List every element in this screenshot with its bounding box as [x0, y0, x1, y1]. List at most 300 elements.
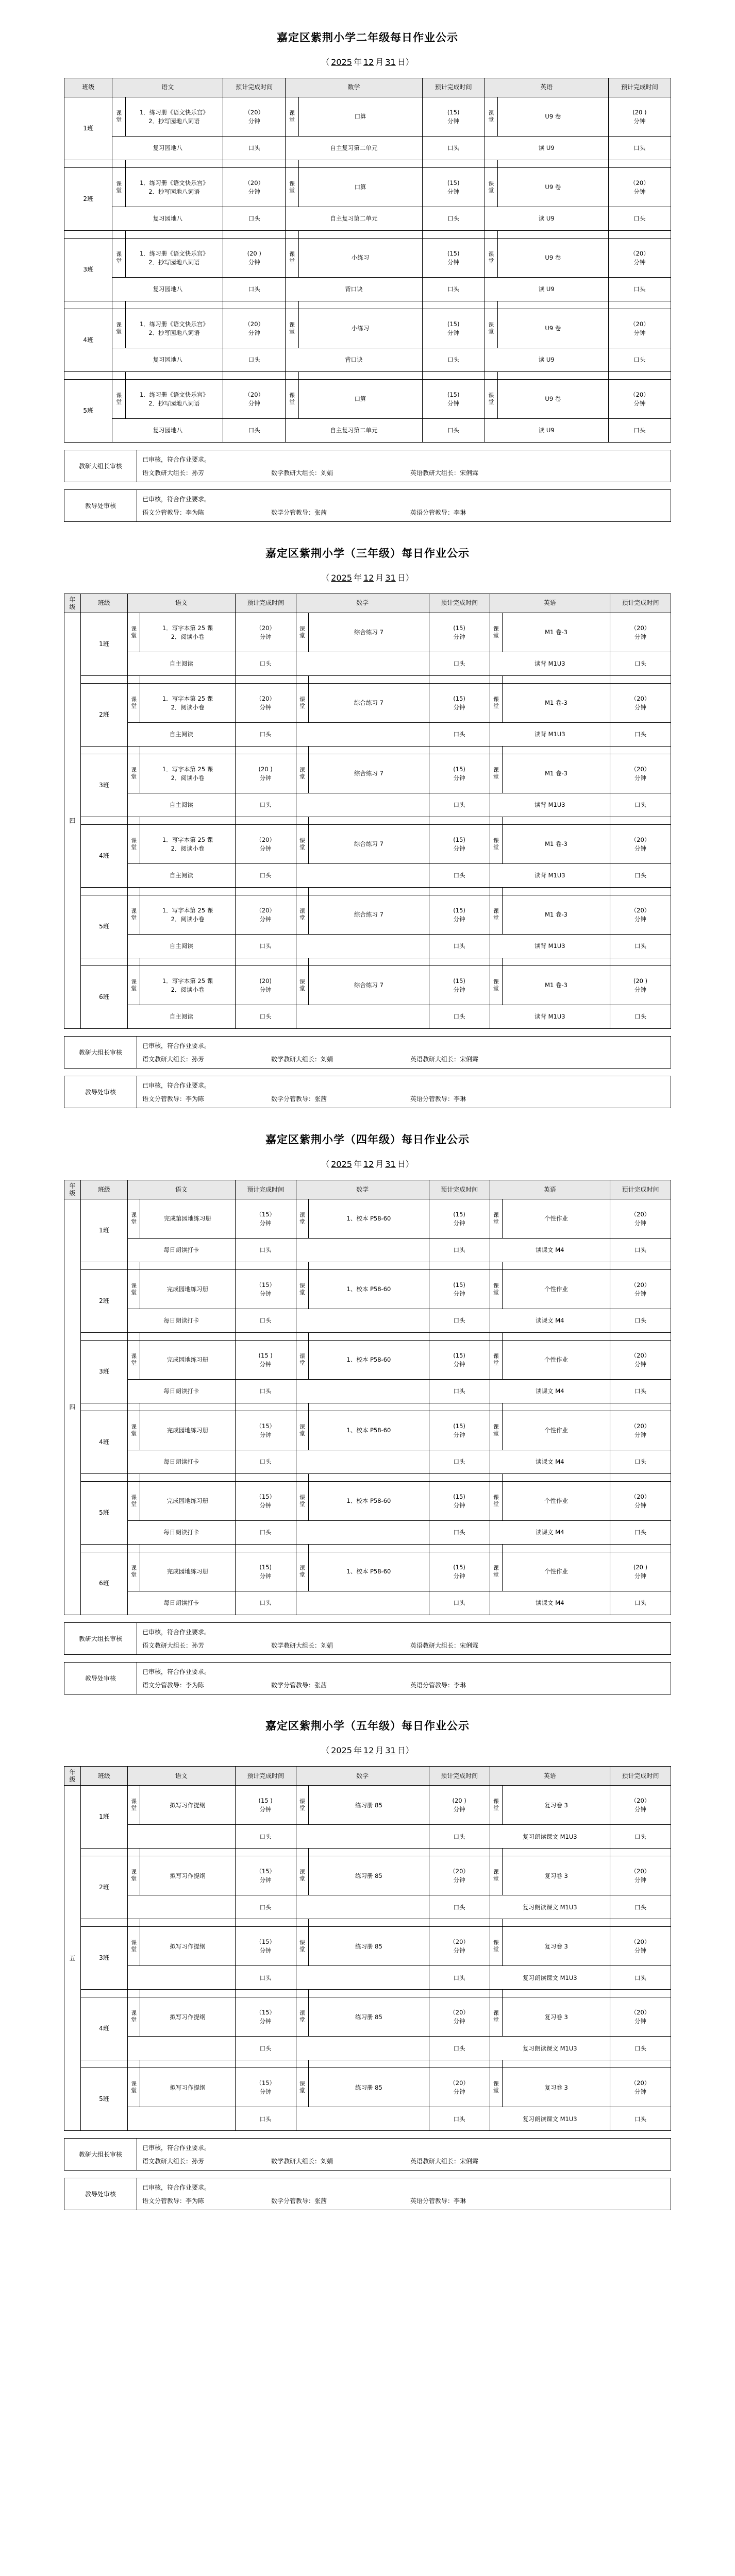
math-time: (15) 分钟 [429, 825, 490, 864]
separator-cell [235, 817, 296, 825]
separator-cell [490, 1262, 503, 1270]
row-separator [64, 888, 671, 895]
chinese-oral-time: 口头 [235, 2107, 296, 2131]
separator-cell [429, 1262, 490, 1270]
separator-cell [140, 1474, 235, 1482]
english-oral-time: 口头 [610, 1966, 671, 1990]
math-oral-time: 口头 [429, 1521, 490, 1545]
research-group-review-label: 教研大组长审核 [64, 450, 137, 482]
math-time: (15) 分钟 [429, 684, 490, 723]
header-row [64, 78, 671, 97]
separator-cell [422, 301, 485, 309]
header-chinese-time: 预计完成时间 [235, 1767, 296, 1786]
separator-cell [490, 1403, 503, 1411]
separator-cell [223, 160, 286, 168]
chinese-oral-assignment: 复习园地八 [112, 348, 223, 372]
math-oral-assignment [296, 2107, 429, 2131]
class-name-cell: 5班 [80, 1482, 127, 1545]
math-time: (15) 分钟 [422, 168, 485, 207]
section-title: 嘉定区紫荆小学（四年级）每日作业公示 [265, 1133, 470, 1146]
math-oral-time: 口头 [422, 207, 485, 231]
english-reviewer: 英语分管教导：李琳 [410, 509, 466, 517]
separator-cell [296, 817, 309, 825]
chinese-reviewer: 语文教研大组长：孙芳 [142, 1642, 205, 1650]
header-class: 班级 [80, 1767, 127, 1786]
english-oral-time: 口头 [610, 1450, 671, 1474]
chinese-oral-assignment [127, 1966, 235, 1990]
separator-cell [80, 2060, 127, 2068]
date-prefix: （ [321, 1159, 330, 1169]
math-oral-assignment: 自主复习第二单元 [286, 207, 422, 231]
review-body-group [64, 1037, 671, 1069]
table-row [64, 1786, 671, 1825]
separator-cell [608, 301, 671, 309]
separator-cell [140, 958, 235, 966]
separator-cell [140, 1849, 235, 1856]
separator-cell [610, 1403, 671, 1411]
math-oral-time: 口头 [429, 935, 490, 958]
separator-cell [296, 1990, 309, 1997]
english-oral-time: 口头 [608, 278, 671, 301]
review-row [64, 1037, 671, 1069]
separator-cell [610, 676, 671, 684]
separator-cell [64, 231, 112, 239]
separator-cell [429, 1990, 490, 1997]
math-oral-assignment [296, 1591, 429, 1615]
table-row-oral [64, 1591, 671, 1615]
table-row-oral [64, 1825, 671, 1849]
review-signatures [142, 508, 665, 517]
chinese-oral-time: 口头 [223, 278, 286, 301]
math-oral-time: 口头 [422, 137, 485, 160]
math-reviewer: 数学教研大组长：刘娟 [271, 1642, 333, 1650]
separator-cell [112, 231, 125, 239]
table-row-oral [64, 419, 671, 443]
math-oral-assignment [296, 1309, 429, 1333]
class-name-cell: 4班 [80, 825, 127, 888]
separator-cell [490, 1545, 503, 1552]
english-oral-time: 口头 [610, 1239, 671, 1262]
english-time: （20） 分钟 [610, 1856, 671, 1895]
table-row-oral [64, 793, 671, 817]
separator-cell [80, 1990, 127, 1997]
date-day: 31 [385, 572, 396, 583]
table-row [64, 1856, 671, 1895]
row-separator [64, 160, 671, 168]
separator-cell [503, 888, 610, 895]
chinese-assignment: 1．练习册《语文快乐宫》 2．抄写园地八词语 [125, 168, 223, 207]
separator-cell [125, 231, 223, 239]
table-row-oral [64, 1966, 671, 1990]
separator-cell [610, 1990, 671, 1997]
chinese-assignment: 完成园地练习册 [140, 1552, 235, 1591]
chinese-oral-time: 口头 [235, 2037, 296, 2060]
separator-cell [503, 2060, 610, 2068]
math-oral-assignment [296, 1380, 429, 1403]
english-assignment: 个性作业 [503, 1270, 610, 1309]
chinese-time: （20） 分钟 [223, 168, 286, 207]
section-date [64, 563, 671, 594]
table-row-oral [64, 1450, 671, 1474]
chinese-time: （20） 分钟 [235, 613, 296, 652]
research-group-review [64, 2138, 671, 2171]
date-suffix: ） [405, 1159, 414, 1169]
separator-cell [80, 888, 127, 895]
classroom-label-english: 课 堂 [490, 825, 503, 864]
math-oral-time: 口头 [429, 2107, 490, 2131]
math-assignment: 口算 [298, 168, 422, 207]
classroom-label-math: 课 堂 [296, 684, 309, 723]
separator-cell [498, 160, 609, 168]
separator-cell [127, 1919, 140, 1927]
chinese-oral-assignment: 复习园地八 [112, 278, 223, 301]
math-reviewer: 数学分管教导：张茜 [271, 509, 327, 517]
row-separator [64, 301, 671, 309]
math-time: (20 ) 分钟 [429, 1786, 490, 1825]
separator-cell [296, 2060, 309, 2068]
table-row [64, 168, 671, 207]
chinese-oral-time: 口头 [235, 864, 296, 888]
date-day: 31 [385, 57, 396, 67]
math-oral-assignment [296, 1895, 429, 1919]
separator-cell [610, 1849, 671, 1856]
math-oral-time: 口头 [429, 1380, 490, 1403]
header-row [64, 1180, 671, 1199]
english-oral-assignment: 读 U9 [485, 137, 608, 160]
date-day-unit: 日 [397, 1159, 406, 1169]
table-row [64, 613, 671, 652]
chinese-oral-assignment: 每日朗读打卡 [127, 1239, 235, 1262]
separator-cell [80, 1545, 127, 1552]
separator-cell [80, 747, 127, 754]
english-assignment: M1 卷-3 [503, 966, 610, 1005]
research-group-review-content [137, 1037, 671, 1069]
classroom-label-english: 课 堂 [485, 309, 497, 348]
header-math: 数学 [296, 1767, 429, 1786]
classroom-label-chinese: 课 堂 [112, 97, 125, 137]
english-oral-assignment: 读背 M1U3 [490, 723, 610, 747]
chinese-oral-time: 口头 [235, 723, 296, 747]
math-assignment: 小练习 [298, 309, 422, 348]
research-group-review-content [137, 2139, 671, 2171]
class-name-cell: 4班 [80, 1411, 127, 1474]
english-time: (20 ) 分钟 [610, 966, 671, 1005]
chinese-oral-time: 口头 [235, 1825, 296, 1849]
chinese-assignment: 拟写习作提纲 [140, 2068, 235, 2107]
header-math-time: 预计完成时间 [429, 1180, 490, 1199]
math-assignment: 综合练习 7 [309, 895, 429, 935]
section-spacer [64, 0, 671, 30]
math-time: （20） 分钟 [429, 1927, 490, 1966]
separator-cell [127, 1333, 140, 1341]
english-oral-time: 口头 [610, 723, 671, 747]
separator-cell [64, 301, 112, 309]
class-name-cell: 2班 [80, 1856, 127, 1919]
english-time: （20） 分钟 [610, 2068, 671, 2107]
separator-cell [235, 1474, 296, 1482]
math-oral-assignment [296, 1825, 429, 1849]
english-reviewer: 英语分管教导：李琳 [410, 1682, 466, 1689]
classroom-label-english: 课 堂 [485, 168, 497, 207]
math-oral-time: 口头 [429, 723, 490, 747]
classroom-label-chinese: 课 堂 [127, 1341, 140, 1380]
header-english: 英语 [490, 1767, 610, 1786]
english-oral-assignment: 读 U9 [485, 207, 608, 231]
date-suffix: ） [405, 572, 414, 583]
separator-cell [286, 372, 298, 380]
english-time: （20） 分钟 [608, 168, 671, 207]
separator-cell [422, 231, 485, 239]
classroom-label-english: 课 堂 [490, 1270, 503, 1309]
separator-cell [223, 372, 286, 380]
table-row [64, 966, 671, 1005]
english-assignment: U9 卷 [498, 380, 609, 419]
math-oral-time: 口头 [429, 652, 490, 676]
math-time: (15) 分钟 [422, 239, 485, 278]
classroom-label-chinese: 课 堂 [127, 1856, 140, 1895]
english-oral-time: 口头 [608, 137, 671, 160]
english-assignment: 复习卷 3 [503, 1997, 610, 2037]
english-oral-time: 口头 [610, 1591, 671, 1615]
math-assignment: 综合练习 7 [309, 613, 429, 652]
math-assignment: 综合练习 7 [309, 966, 429, 1005]
separator-cell [485, 301, 497, 309]
separator-cell [429, 1403, 490, 1411]
separator-cell [127, 1990, 140, 1997]
english-oral-assignment: 读背 M1U3 [490, 864, 610, 888]
english-assignment: 复习卷 3 [503, 1786, 610, 1825]
section-grade5 [0, 1694, 735, 2210]
classroom-label-chinese: 课 堂 [127, 684, 140, 723]
grade-cell: 四 [64, 613, 81, 1029]
table-row [64, 895, 671, 935]
review-status-text: 已审核，符合作业要求。 [142, 1668, 211, 1676]
english-time: （20） 分钟 [610, 1482, 671, 1521]
classroom-label-chinese: 课 堂 [112, 380, 125, 419]
chinese-oral-assignment [127, 1825, 235, 1849]
separator-cell [503, 1262, 610, 1270]
class-name-cell: 2班 [64, 168, 112, 231]
table-header [64, 1180, 671, 1199]
english-oral-assignment: 复习朗读课文 M1U3 [490, 2107, 610, 2131]
chinese-oral-assignment: 复习园地八 [112, 207, 223, 231]
classroom-label-math: 课 堂 [296, 754, 309, 793]
section-spacer [64, 1694, 671, 1718]
separator-cell [235, 1849, 296, 1856]
chinese-time: （20） 分钟 [223, 309, 286, 348]
table-body [64, 97, 671, 443]
math-assignment: 练习册 85 [309, 1786, 429, 1825]
english-time: （20） 分钟 [610, 1786, 671, 1825]
chinese-oral-assignment [127, 2107, 235, 2131]
separator-cell [608, 372, 671, 380]
english-reviewer: 英语教研大组长：宋俐霖 [410, 469, 479, 477]
date-month: 12 [363, 57, 374, 67]
chinese-assignment: 1．写字本第 25 课 2．阅读小卷 [140, 966, 235, 1005]
english-oral-time: 口头 [610, 2107, 671, 2131]
chinese-reviewer: 语文教研大组长：孙芳 [142, 469, 205, 477]
separator-cell [235, 676, 296, 684]
separator-cell [140, 1545, 235, 1552]
research-group-review-label: 教研大组长审核 [64, 1037, 137, 1069]
separator-cell [286, 160, 298, 168]
teaching-office-review-content [137, 490, 671, 522]
separator-cell [127, 888, 140, 895]
classroom-label-math: 课 堂 [296, 1270, 309, 1309]
separator-cell [223, 301, 286, 309]
date-year-unit: 年 [353, 1159, 362, 1169]
date-year-unit: 年 [353, 1745, 362, 1755]
english-oral-time: 口头 [610, 1825, 671, 1849]
classroom-label-math: 课 堂 [296, 1552, 309, 1591]
teaching-office-review-content [137, 2178, 671, 2210]
separator-cell [235, 958, 296, 966]
table-row [64, 1997, 671, 2037]
separator-cell [485, 372, 497, 380]
math-oral-time: 口头 [429, 1591, 490, 1615]
math-oral-assignment [296, 793, 429, 817]
separator-cell [80, 1849, 127, 1856]
separator-cell [127, 1262, 140, 1270]
separator-cell [610, 2060, 671, 2068]
date-year: 2025 [331, 1159, 352, 1169]
review-body-group [64, 450, 671, 482]
separator-cell [490, 676, 503, 684]
chinese-time: （15） 分钟 [235, 1927, 296, 1966]
date-year: 2025 [331, 572, 352, 583]
date-prefix: （ [321, 572, 330, 583]
separator-cell [235, 2060, 296, 2068]
english-time: （20） 分钟 [610, 1199, 671, 1239]
section-grade2 [0, 0, 735, 522]
classroom-label-english: 课 堂 [490, 1199, 503, 1239]
english-assignment: U9 卷 [498, 239, 609, 278]
chinese-reviewer: 语文分管教导：李为陈 [142, 1682, 205, 1689]
english-oral-time: 口头 [608, 419, 671, 443]
classroom-label-chinese: 课 堂 [112, 309, 125, 348]
section-date [64, 47, 671, 78]
review-status-text: 已审核，符合作业要求。 [142, 496, 211, 503]
classroom-label-english: 课 堂 [490, 2068, 503, 2107]
chinese-oral-assignment: 自主阅读 [127, 864, 235, 888]
english-time: （20） 分钟 [610, 1997, 671, 2037]
header-english-time: 预计完成时间 [610, 594, 671, 613]
english-time: （20） 分钟 [610, 1341, 671, 1380]
header-grade: 年 级 [64, 594, 81, 613]
english-assignment: 个性作业 [503, 1199, 610, 1239]
math-assignment: 1、校本 P58-60 [309, 1199, 429, 1239]
classroom-label-english: 课 堂 [490, 754, 503, 793]
math-assignment: 练习册 85 [309, 1856, 429, 1895]
math-reviewer: 数学教研大组长：刘娟 [271, 2158, 333, 2165]
separator-cell [140, 817, 235, 825]
date-month: 12 [363, 1745, 374, 1755]
separator-cell [296, 1545, 309, 1552]
classroom-label-math: 课 堂 [286, 239, 298, 278]
math-assignment: 1、校本 P58-60 [309, 1482, 429, 1521]
separator-cell [429, 1919, 490, 1927]
review-status-text: 已审核，符合作业要求。 [142, 456, 211, 464]
separator-cell [429, 817, 490, 825]
table-row [64, 97, 671, 137]
section-grade4 [0, 1108, 735, 1694]
chinese-assignment: 1．练习册《语文快乐宫》 2．抄写园地八词语 [125, 97, 223, 137]
separator-cell [140, 888, 235, 895]
classroom-label-english: 课 堂 [490, 1927, 503, 1966]
chinese-oral-assignment [127, 2037, 235, 2060]
separator-cell [503, 1919, 610, 1927]
chinese-time: （15） 分钟 [235, 1270, 296, 1309]
classroom-label-chinese: 课 堂 [127, 1411, 140, 1450]
header-math-time: 预计完成时间 [422, 78, 485, 97]
separator-cell [309, 888, 429, 895]
header-chinese: 语文 [112, 78, 223, 97]
header-row [64, 594, 671, 613]
separator-cell [140, 2060, 235, 2068]
chinese-oral-time: 口头 [235, 1895, 296, 1919]
row-separator [64, 372, 671, 380]
separator-cell [608, 160, 671, 168]
english-time: (20 ) 分钟 [610, 1552, 671, 1591]
separator-cell [422, 160, 485, 168]
chinese-oral-time: 口头 [235, 1521, 296, 1545]
separator-cell [503, 1333, 610, 1341]
separator-cell [490, 1849, 503, 1856]
english-assignment: M1 卷-3 [503, 613, 610, 652]
chinese-oral-assignment: 复习园地八 [112, 137, 223, 160]
separator-cell [235, 747, 296, 754]
separator-cell [610, 1919, 671, 1927]
review-body-group [64, 1076, 671, 1108]
teaching-office-review [64, 1662, 671, 1694]
separator-cell [64, 372, 112, 380]
separator-cell [127, 817, 140, 825]
separator-cell [235, 1403, 296, 1411]
separator-cell [125, 372, 223, 380]
table-row-oral [64, 1380, 671, 1403]
review-body-group [64, 1623, 671, 1655]
homework-table-grade4 [64, 1180, 671, 1615]
math-oral-time: 口头 [422, 348, 485, 372]
table-row [64, 684, 671, 723]
math-assignment: 1、校本 P58-60 [309, 1341, 429, 1380]
math-time: (15) 分钟 [429, 895, 490, 935]
english-oral-assignment: 读课文 M4 [490, 1239, 610, 1262]
table-row [64, 1552, 671, 1591]
separator-cell [309, 1333, 429, 1341]
english-oral-assignment: 读课文 M4 [490, 1380, 610, 1403]
date-month: 12 [363, 1159, 374, 1169]
separator-cell [608, 231, 671, 239]
classroom-label-math: 课 堂 [296, 895, 309, 935]
table-row [64, 2068, 671, 2107]
english-time: （20） 分钟 [610, 1411, 671, 1450]
class-name-cell: 3班 [80, 1341, 127, 1403]
math-oral-time: 口头 [429, 1239, 490, 1262]
english-time: （20） 分钟 [610, 895, 671, 935]
review-signatures [142, 2196, 665, 2205]
english-oral-time: 口头 [610, 652, 671, 676]
separator-cell [503, 676, 610, 684]
english-oral-assignment: 复习朗读课文 M1U3 [490, 1966, 610, 1990]
separator-cell [309, 958, 429, 966]
row-separator [64, 676, 671, 684]
separator-cell [503, 1403, 610, 1411]
classroom-label-chinese: 课 堂 [112, 239, 125, 278]
table-row [64, 380, 671, 419]
table-row [64, 1482, 671, 1521]
review-row [64, 2178, 671, 2210]
